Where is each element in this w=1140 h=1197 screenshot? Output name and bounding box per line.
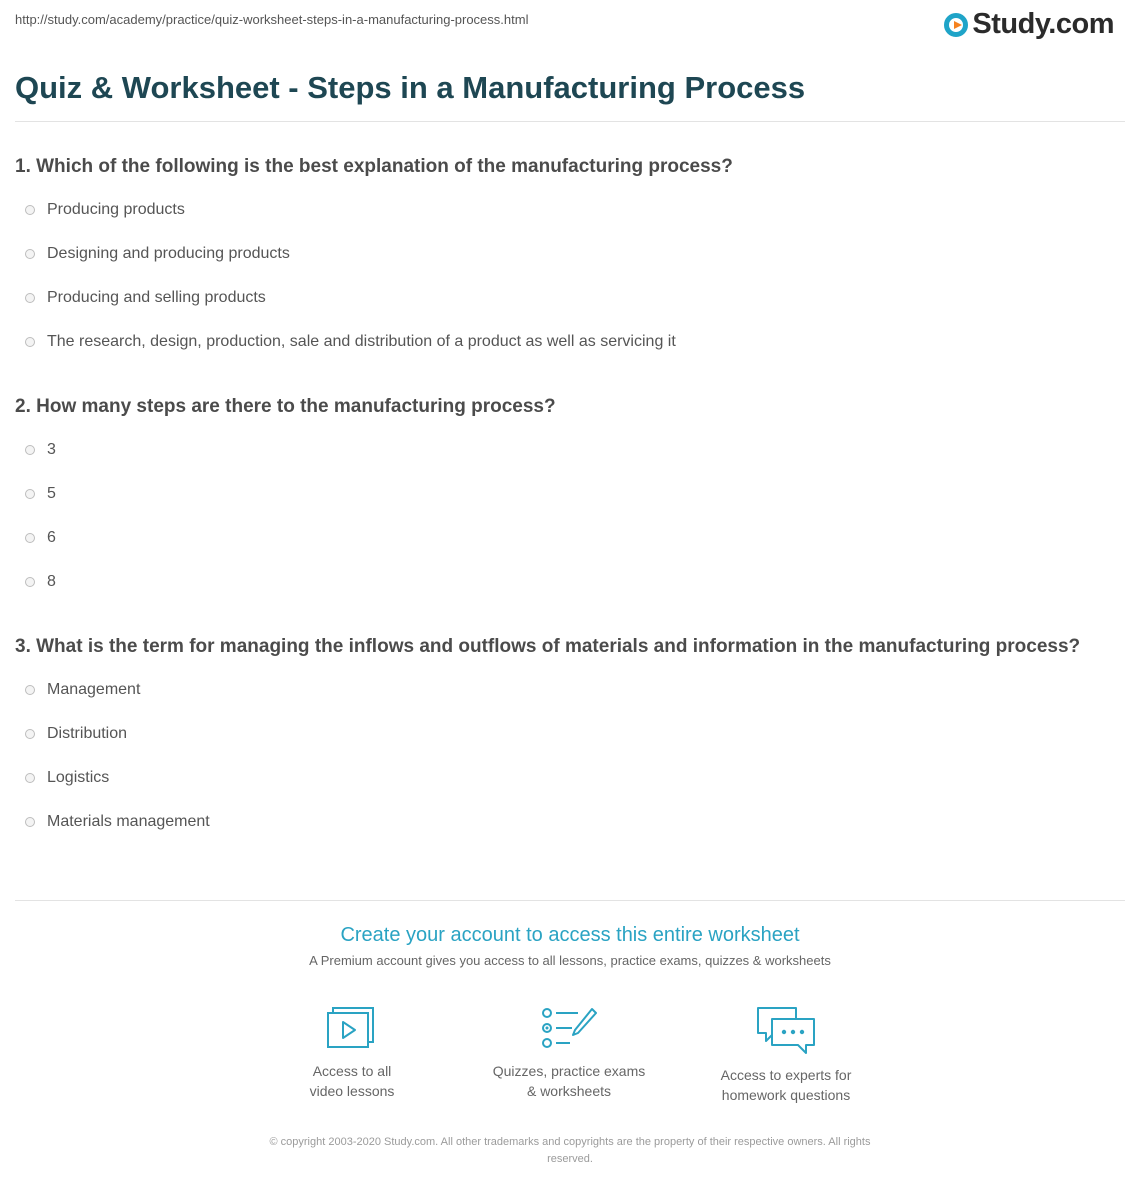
footer-line-2: reserved. <box>547 1153 593 1165</box>
top-bar <box>0 0 1140 50</box>
radio-button-icon[interactable] <box>25 337 35 347</box>
answer-option[interactable] <box>15 756 1115 800</box>
answer-option[interactable] <box>15 800 1115 844</box>
answer-option[interactable] <box>15 560 1115 604</box>
radio-button-icon[interactable] <box>25 817 35 827</box>
page-title: Quiz & Worksheet - Steps in a Manufacturing Process <box>15 70 806 105</box>
feature-line-1: Quizzes, practice exams <box>492 1063 646 1079</box>
video-lesson-icon <box>325 1005 379 1051</box>
answer-label: Distribution <box>47 725 128 742</box>
divider <box>15 900 1125 901</box>
answer-label: 6 <box>47 529 56 546</box>
question-text: 1. Which of the following is the best explanation of the manufacturing process? <box>15 156 733 177</box>
answer-option[interactable] <box>15 472 1115 516</box>
answer-label: Materials management <box>47 813 210 830</box>
radio-button-icon[interactable] <box>25 685 35 695</box>
radio-button-icon[interactable] <box>25 577 35 587</box>
answer-option[interactable] <box>15 188 1115 232</box>
cta-subtitle: A Premium account gives you access to all lessons, practice exams, quizzes & worksheets <box>309 953 831 968</box>
feature-line-2: & worksheets <box>526 1083 612 1099</box>
study-play-icon <box>944 13 968 37</box>
question-text: 2. How many steps are there to the manufacturing process? <box>15 396 556 417</box>
question-1 <box>15 153 1115 364</box>
answer-label: Designing and producing products <box>47 245 290 262</box>
answer-label: 5 <box>47 485 56 502</box>
copyright-footer <box>220 1134 920 1168</box>
question-3 <box>15 633 1115 844</box>
answer-option[interactable] <box>15 320 1115 364</box>
feature-line-2: homework questions <box>721 1087 851 1103</box>
cta-title-link[interactable]: Create your account to access this entire worksheet <box>340 924 800 946</box>
answer-option[interactable] <box>15 712 1115 756</box>
logo-text: Study.com <box>972 8 1114 40</box>
answer-option[interactable] <box>15 232 1115 276</box>
answer-label: 3 <box>47 441 56 458</box>
radio-button-icon[interactable] <box>25 489 35 499</box>
radio-button-icon[interactable] <box>25 729 35 739</box>
feature-video-lessons <box>252 1005 452 1101</box>
radio-button-icon[interactable] <box>25 293 35 303</box>
answer-list <box>15 668 1115 844</box>
answer-label: Producing products <box>47 201 185 218</box>
answer-label: Logistics <box>47 769 110 786</box>
feature-line-1: Access to all <box>312 1063 392 1079</box>
radio-button-icon[interactable] <box>25 533 35 543</box>
study-logo[interactable] <box>944 8 1114 41</box>
answer-option[interactable] <box>15 516 1115 560</box>
answer-label: 8 <box>47 573 56 590</box>
question-text: 3. What is the term for managing the inflows and outflows of materials and information in the manufacturing process? <box>15 636 1081 657</box>
answer-list <box>15 428 1115 604</box>
feature-line-1: Access to experts for <box>720 1067 852 1083</box>
radio-button-icon[interactable] <box>25 249 35 259</box>
quiz-checklist-icon <box>540 1005 598 1051</box>
feature-line-2: video lessons <box>309 1083 395 1099</box>
answer-option[interactable] <box>15 668 1115 712</box>
divider <box>15 121 1125 122</box>
answer-list <box>15 188 1115 364</box>
answer-option[interactable] <box>15 428 1115 472</box>
radio-button-icon[interactable] <box>25 773 35 783</box>
answer-option[interactable] <box>15 276 1115 320</box>
feature-quizzes <box>469 1005 669 1101</box>
feature-experts <box>686 1005 886 1105</box>
answer-label: Producing and selling products <box>47 289 266 306</box>
answer-label: The research, design, production, sale and distribution of a product as well as servicing it <box>47 333 676 350</box>
signup-cta <box>0 924 1140 968</box>
answer-label: Management <box>47 681 141 698</box>
chat-bubbles-icon <box>754 1005 818 1055</box>
page-url: http://study.com/academy/practice/quiz-worksheet-steps-in-a-manufacturing-process.html <box>15 12 529 27</box>
radio-button-icon[interactable] <box>25 205 35 215</box>
footer-line-1: © copyright 2003-2020 Study.com. All other trademarks and copyrights are the property of their respective owners. All rights <box>269 1136 871 1148</box>
radio-button-icon[interactable] <box>25 445 35 455</box>
question-2 <box>15 393 1115 604</box>
